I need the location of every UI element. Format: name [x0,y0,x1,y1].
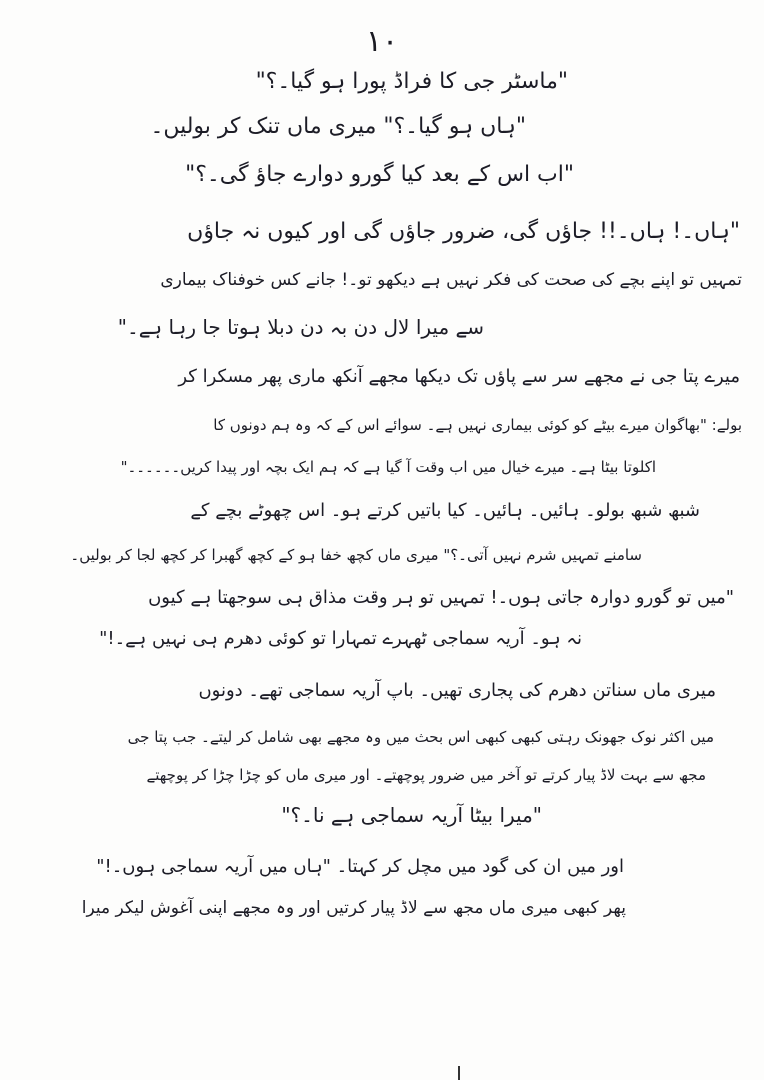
text-line: سامنے تمہیں شرم نہیں آتی۔؟" میری ماں کچھ خفا ہو کے کچھ گھبرا کر کچھ لجا کر بولیں۔ [70,546,642,564]
page-number: ١٠ [365,24,399,59]
text-line: "ہاں ہو گیا۔؟" میری ماں تنک کر بولیں۔ [150,114,526,139]
text-line: اور میں ان کی گود میں مچل کر کہتا۔ "ہاں میں آریہ سماجی ہوں۔!" [96,856,624,877]
text-line: "ماسٹر جی کا فراڈ پورا ہو گیا۔؟" [255,69,568,94]
text-line: بولے: "بھاگوان میرے بیٹے کو کوئی بیماری نہیں ہے۔ سوائے اس کے کہ وہ ہم دونوں کا [213,416,742,434]
text-line: تمہیں تو اپنے بچے کی صحت کی فکر نہیں ہے دیکھو تو۔! جانے کس خوفناک بیماری [160,270,742,290]
text-line: "میرا بیٹا آریہ سماجی ہے نا۔؟" [281,803,542,827]
text-line: میرے پتا جی نے مجھے سر سے پاؤں تک دیکھا مجھے آنکھ ماری پھر مسکرا کر [178,366,740,387]
margin-mark [458,1066,460,1080]
text-line: اکلوتا بیٹا ہے۔ میرے خیال میں اب وقت آ گیا ہے کہ ہم ایک بچہ اور پیدا کریں۔۔۔۔۔۔" [120,458,656,476]
text-line: نہ ہو۔ آریہ سماجی ٹھہرے تمہارا تو کوئی دھرم ہی نہیں ہے۔!" [99,628,582,649]
text-line: "اب اس کے بعد کیا گورو دوارے جاؤ گی۔؟" [185,162,574,187]
text-line: سے میرا لال دن بہ دن دبلا ہوتا جا رہا ہے۔" [117,315,484,339]
text-line: میری ماں سناتن دھرم کی پجاری تھیں۔ باپ آریہ سماجی تھے۔ دونوں [198,680,716,701]
text-line: مجھ سے بہت لاڈ پیار کرتے تو آخر میں ضرور پوچھتے۔ اور میری ماں کو چڑا چڑا کر پوچھتے [146,766,706,784]
text-line: "ہاں۔! ہاں۔!! جاؤں گی، ضرور جاؤں گی اور کیوں نہ جاؤں [187,219,740,244]
text-line: پھر کبھی میری ماں مجھ سے لاڈ پیار کرتیں اور وہ مجھے اپنی آغوش لیکر میرا [81,898,626,918]
text-line: "میں تو گورو دوارہ جاتی ہوں۔! تمہیں تو ہر وقت مذاق ہی سوجھتا ہے کیوں [148,587,734,608]
text-line: میں اکثر نوک جھونک رہتی کبھی کبھی اس بحث میں وہ مجھے بھی شامل کر لیتے۔ جب پتا جی [127,728,714,746]
text-line: شبھ شبھ بولو۔ ہائیں۔ ہائیں۔ کیا باتیں کرتے ہو۔ اس چھوٹے بچے کے [190,500,700,521]
